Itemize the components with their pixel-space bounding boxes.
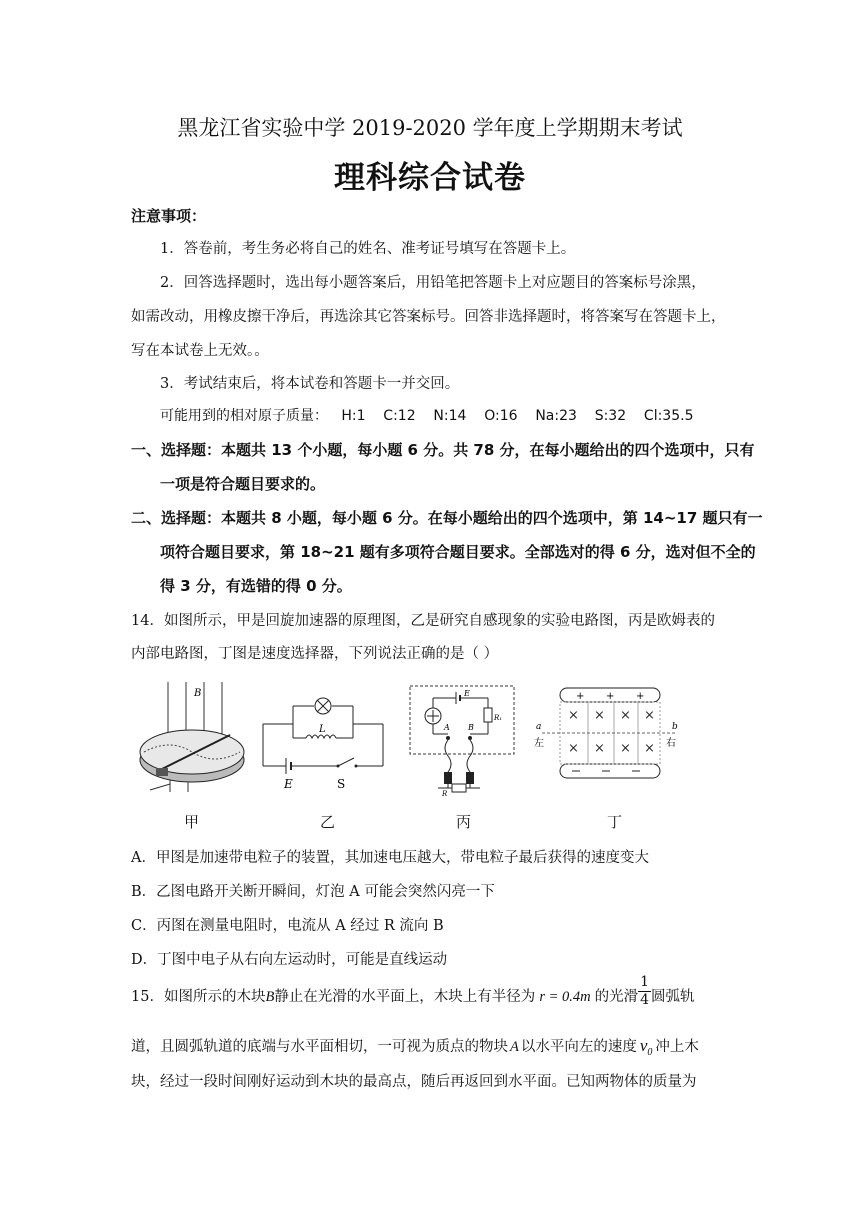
q14-line1: 14．如图所示，甲是回旋加速器的原理图，乙是研究自感现象的实验电路图，丙是欧姆表的 [131,613,715,629]
figure-label-jia: 甲 [184,813,200,831]
section-2-line3: 得 3 分，有选错的得 0 分。 [160,577,352,595]
velocity-selector-figure [532,684,682,796]
svg-text:×: × [568,741,579,756]
svg-text:×: × [620,741,631,756]
svg-text:×: × [568,708,579,723]
battery-label: E [284,777,293,791]
section-2-line2: 项符合题目要求，第 18~21 题有多项符合题目要求。全部选对的得 6 分，选对但不全的 [160,543,756,561]
exam-title: 黑龙江省实验中学 2019-2020 学年度上学期期末考试 [177,116,683,140]
q14-line2: 内部电路图，丁图是速度选择器，下列说法正确的是（ ） [131,646,499,662]
notice-item-1: 1．答卷前，考生务必将自己的姓名、准考证号填写在答题卡上。 [160,241,576,257]
q15-line3: 块，经过一段时间刚好运动到木块的最高点，随后再返回到水平面。已知两物体的质量为 [131,1074,697,1090]
figure-label-ding: 丁 [607,813,623,831]
notice-item-2-line3: 写在本试卷上无效。。 [131,343,269,359]
terminal-a-label: A [444,723,450,732]
q14-option-b: B．乙图电路开关断开瞬间，灯泡 A 可能会突然闪亮一下 [131,884,495,900]
svg-text:×: × [644,741,655,756]
exam-subtitle: 理科综合试卷 [334,160,526,196]
magnetic-field-label: B [194,688,202,699]
svg-text:×: × [620,708,631,723]
emf-label: E [464,689,470,698]
inductor-label: L [319,724,326,735]
figure-label-yi: 乙 [320,813,336,831]
svg-text:×: × [594,741,605,756]
self-induction-circuit-figure [258,686,393,791]
r1-label: R₁ [494,714,503,722]
notice-heading: 注意事项： [131,207,207,225]
figure-label-bing: 丙 [456,813,472,831]
point-a-label: a [536,722,542,732]
svg-text:×: × [594,708,605,723]
svg-text:+: + [576,691,585,702]
left-label: 左 [534,738,544,749]
notice-item-3: 3．考试结束后，将本试卷和答题卡一并交回。 [160,376,460,392]
q14-option-a: A．甲图是加速带电粒子的装置，其加速电压越大，带电粒子最后获得的速度变大 [131,850,649,866]
section-1-line2: 一项是符合题目要求的。 [160,475,326,493]
section-1-line1: 一、选择题：本题共 13 个小题，每小题 6 分。共 78 分，在每小题给出的四个选项中，只有 [131,441,755,459]
notice-item-2-line2: 如需改动，用橡皮擦干净后，再选涂其它答案标号。回答非选择题时，将答案写在答题卡上， [131,309,726,325]
svg-text:+: + [636,691,645,702]
resistor-r-label: R [442,790,448,796]
section-2-line1: 二、选择题：本题共 8 小题，每小题 6 分。在每小题给出的四个选项中，第 14~17 题只有一 [131,509,763,527]
q15-line1: 15．如图所示的木块B静止在光滑的水平面上，木块上有半径为 r = 0.4m 的光滑 $\frac{1}{4}$ 圆弧轨 [131,973,695,1008]
q15-line2: 道，且圆弧轨道的底端与水平面相切，一可视为质点的物块 A 以水平向左的速度 $v_0$ 冲上木 [131,1036,699,1058]
svg-text:+: + [606,691,615,702]
terminal-b-label: B [468,723,474,732]
q14-option-c: C．丙图在测量电阻时，电流从 A 经过 R 流向 B [131,918,444,934]
right-label: 右 [666,738,676,749]
cyclotron-figure [130,680,245,795]
ohmmeter-figure [408,684,518,796]
svg-text:×: × [644,708,655,723]
point-b-label: b [672,722,678,732]
notice-item-2-line1: 2．回答选择题时，选出每小题答案后，用铅笔把答题卡上对应题目的答案标号涂黑， [160,275,706,291]
atomic-masses: 可能用到的相对原子质量： H:1 C:12 N:14 O:16 Na:23 S:32 Cl:35.5 [160,408,694,424]
q15-fraction: $\frac{1}{4}$ [640,973,650,1008]
q14-option-d: D．丁图中电子从右向左运动时，可能是直线运动 [131,952,448,968]
switch-label: S [337,777,346,791]
